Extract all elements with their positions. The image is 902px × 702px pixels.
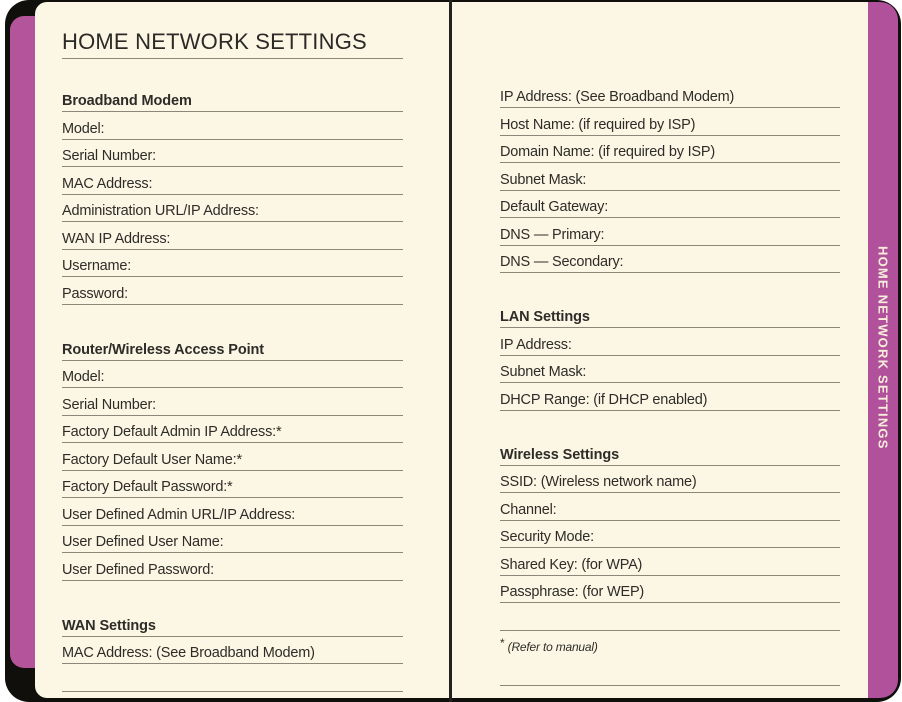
field-row-subnet-mask: Subnet Mask:: [500, 163, 840, 191]
field-row-wan-ip: WAN IP Address:: [62, 222, 403, 250]
footnote: [500, 631, 840, 659]
writing-line: [500, 603, 840, 631]
field-row-user-admin-url-ip: User Defined Admin URL/IP Address:: [62, 498, 403, 526]
field-row-channel: Channel:: [500, 493, 840, 521]
section-heading-wan-settings: WAN Settings: [62, 609, 403, 637]
field-row-password: Password:: [62, 277, 403, 305]
field-row-domain-name: Domain Name: (if required by ISP): [500, 136, 840, 164]
field-row-wan-mac-address: MAC Address: (See Broadband Modem): [62, 637, 403, 665]
field-row-shared-key: Shared Key: (for WPA): [500, 548, 840, 576]
field-row-dns-secondary: DNS — Secondary:: [500, 246, 840, 274]
field-row-mac-address: MAC Address:: [62, 167, 403, 195]
field-row-host-name: Host Name: (if required by ISP): [500, 108, 840, 136]
field-row-model: Model:: [62, 112, 403, 140]
footnote-asterisk: *: [500, 636, 505, 651]
field-row-router-model: Model:: [62, 361, 403, 389]
right-page: [500, 2, 840, 686]
field-row-user-password: User Defined Password:: [62, 553, 403, 581]
open-pages: [35, 2, 868, 698]
field-row-dhcp-range: DHCP Range: (if DHCP enabled): [500, 383, 840, 411]
field-row-user-user-name: User Defined User Name:: [62, 526, 403, 554]
side-tab-label: HOME NETWORK SETTINGS: [875, 246, 891, 450]
field-row-security-mode: Security Mode:: [500, 521, 840, 549]
section-heading-wireless-settings: Wireless Settings: [500, 438, 840, 466]
field-row-router-serial: Serial Number:: [62, 388, 403, 416]
footnote-text: (Refer to manual): [507, 640, 598, 655]
section-heading-lan-settings: LAN Settings: [500, 301, 840, 329]
cover-right-edge: [868, 2, 898, 698]
book-spine: [449, 0, 452, 702]
field-row-username: Username:: [62, 250, 403, 278]
page-title: HOME NETWORK SETTINGS: [62, 20, 403, 59]
field-row-ip-address: IP Address: (See Broadband Modem): [500, 81, 840, 109]
field-row-default-gateway: Default Gateway:: [500, 191, 840, 219]
field-row-lan-subnet-mask: Subnet Mask:: [500, 356, 840, 384]
field-row-factory-password: Factory Default Password:*: [62, 471, 403, 499]
writing-line: [500, 658, 840, 686]
field-row-factory-admin-ip: Factory Default Admin IP Address:*: [62, 416, 403, 444]
field-row-admin-url-ip: Administration URL/IP Address:: [62, 195, 403, 223]
field-row-ssid: SSID: (Wireless network name): [500, 466, 840, 494]
cover-left-edge: [10, 16, 37, 668]
field-row-factory-user-name: Factory Default User Name:*: [62, 443, 403, 471]
section-heading-router-wap: Router/Wireless Access Point: [62, 333, 403, 361]
writing-line: [62, 664, 403, 692]
field-row-passphrase: Passphrase: (for WEP): [500, 576, 840, 604]
field-row-lan-ip-address: IP Address:: [500, 328, 840, 356]
field-row-serial-number: Serial Number:: [62, 140, 403, 168]
left-page: [62, 2, 403, 692]
section-heading-broadband-modem: Broadband Modem: [62, 85, 403, 113]
field-row-dns-primary: DNS — Primary:: [500, 218, 840, 246]
